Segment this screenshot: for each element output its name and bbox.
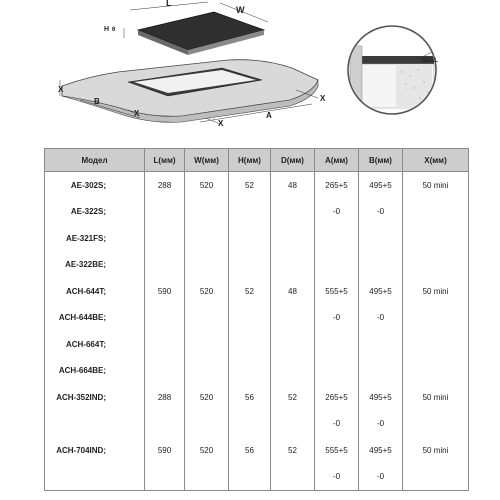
dim-l-label: L [166, 0, 172, 8]
column-header: D(мм) [271, 149, 315, 172]
value-cell [229, 411, 271, 438]
dim-x-bottom-left-label: X [134, 109, 140, 118]
value-cell: 520 [185, 437, 229, 464]
model-cell: ACH-704IND; [45, 437, 145, 464]
value-cell: -0 [359, 305, 403, 332]
table-row [45, 199, 469, 226]
table-row [45, 358, 469, 385]
value-cell [229, 252, 271, 279]
value-cell: 56 [229, 437, 271, 464]
value-cell [403, 331, 469, 358]
value-cell [315, 225, 359, 252]
model-cell: AE-322S; [45, 199, 145, 226]
value-cell [145, 464, 185, 491]
value-cell: -0 [315, 199, 359, 226]
value-cell: 265+5 [315, 384, 359, 411]
value-cell [359, 252, 403, 279]
value-cell [271, 358, 315, 385]
value-cell: 555+5 [315, 437, 359, 464]
model-cell: ACH-352IND; [45, 384, 145, 411]
value-cell: 52 [229, 172, 271, 199]
table-row [45, 331, 469, 358]
value-cell [185, 199, 229, 226]
value-cell: 520 [185, 172, 229, 199]
model-cell [45, 464, 145, 491]
value-cell [145, 411, 185, 438]
table-header-row [45, 149, 469, 172]
seal-label: SEAL [422, 58, 439, 64]
value-cell: 555+5 [315, 278, 359, 305]
column-header: B(мм) [359, 149, 403, 172]
model-cell: ACH-664T; [45, 331, 145, 358]
value-cell [145, 199, 185, 226]
table-row [45, 411, 469, 438]
value-cell [185, 305, 229, 332]
value-cell: 495+5 [359, 384, 403, 411]
table-row [45, 437, 469, 464]
table-row [45, 252, 469, 279]
dim-x-right-label: X [320, 94, 326, 103]
value-cell: 495+5 [359, 437, 403, 464]
value-cell [271, 411, 315, 438]
value-cell [145, 252, 185, 279]
value-cell [359, 225, 403, 252]
column-header: L(мм) [145, 149, 185, 172]
dim-h-value: 6 [112, 27, 116, 33]
dim-a-label: A [266, 111, 272, 120]
value-cell: -0 [359, 464, 403, 491]
value-cell [403, 199, 469, 226]
dim-h-label: H [104, 26, 110, 33]
value-cell [145, 305, 185, 332]
dim-x-left-label: X [58, 85, 64, 94]
value-cell [229, 305, 271, 332]
value-cell [271, 225, 315, 252]
value-cell: 50 mini [403, 172, 469, 199]
value-cell [403, 464, 469, 491]
column-header: H(мм) [229, 149, 271, 172]
value-cell [271, 252, 315, 279]
model-cell: AE-302S; [45, 172, 145, 199]
value-cell [315, 358, 359, 385]
dim-b-label: B [94, 97, 100, 106]
value-cell: 590 [145, 278, 185, 305]
dimensions-table [44, 148, 469, 491]
value-cell: 520 [185, 278, 229, 305]
value-cell: 52 [271, 384, 315, 411]
value-cell [185, 464, 229, 491]
column-header: A(мм) [315, 149, 359, 172]
value-cell: 56 [229, 384, 271, 411]
value-cell: 590 [145, 437, 185, 464]
installation-drawing [0, 0, 500, 150]
value-cell: 265+5 [315, 172, 359, 199]
value-cell: 50 mini [403, 437, 469, 464]
value-cell: 52 [229, 278, 271, 305]
value-cell [315, 331, 359, 358]
value-cell: 495+5 [359, 278, 403, 305]
value-cell [271, 305, 315, 332]
value-cell: -0 [359, 199, 403, 226]
table-row [45, 384, 469, 411]
value-cell [315, 252, 359, 279]
table-row [45, 225, 469, 252]
value-cell [145, 225, 185, 252]
value-cell: -0 [315, 464, 359, 491]
value-cell [403, 225, 469, 252]
model-cell: ACH-664BE; [45, 358, 145, 385]
value-cell [403, 358, 469, 385]
value-cell [229, 358, 271, 385]
countertop [62, 60, 318, 123]
value-cell [403, 411, 469, 438]
cooktop [138, 12, 264, 55]
value-cell: 50 mini [403, 384, 469, 411]
table-row [45, 278, 469, 305]
value-cell [229, 225, 271, 252]
value-cell: 495+5 [359, 172, 403, 199]
model-cell: ACH-644T; [45, 278, 145, 305]
value-cell [403, 305, 469, 332]
model-cell: AE-321FS; [45, 225, 145, 252]
column-header: X(мм) [403, 149, 469, 172]
value-cell [271, 331, 315, 358]
column-header: W(мм) [185, 149, 229, 172]
table-row [45, 464, 469, 491]
value-cell: 288 [145, 384, 185, 411]
value-cell [185, 358, 229, 385]
value-cell: -0 [315, 411, 359, 438]
model-cell: ACH-644BE; [45, 305, 145, 332]
value-cell [185, 225, 229, 252]
dimensions-table-wrapper [44, 148, 468, 491]
value-cell [271, 464, 315, 491]
value-cell [229, 331, 271, 358]
value-cell: 50 mini [403, 278, 469, 305]
value-cell [229, 464, 271, 491]
table-body [45, 172, 469, 491]
model-cell [45, 411, 145, 438]
value-cell: 48 [271, 172, 315, 199]
column-header: Модел [45, 149, 145, 172]
value-cell [185, 411, 229, 438]
value-cell [229, 199, 271, 226]
value-cell: 48 [271, 278, 315, 305]
value-cell [145, 358, 185, 385]
value-cell: 52 [271, 437, 315, 464]
value-cell: -0 [315, 305, 359, 332]
table-row [45, 172, 469, 199]
seal-detail [348, 26, 438, 114]
table-row [45, 305, 469, 332]
value-cell: 520 [185, 384, 229, 411]
dim-x-bottom-mid-label: X [218, 119, 224, 128]
dim-w-label: W [236, 5, 245, 15]
value-cell: -0 [359, 411, 403, 438]
value-cell [359, 331, 403, 358]
value-cell [271, 199, 315, 226]
value-cell: 288 [145, 172, 185, 199]
value-cell [145, 331, 185, 358]
value-cell [185, 252, 229, 279]
value-cell [185, 331, 229, 358]
value-cell [359, 358, 403, 385]
value-cell [403, 252, 469, 279]
model-cell: AE-322BE; [45, 252, 145, 279]
